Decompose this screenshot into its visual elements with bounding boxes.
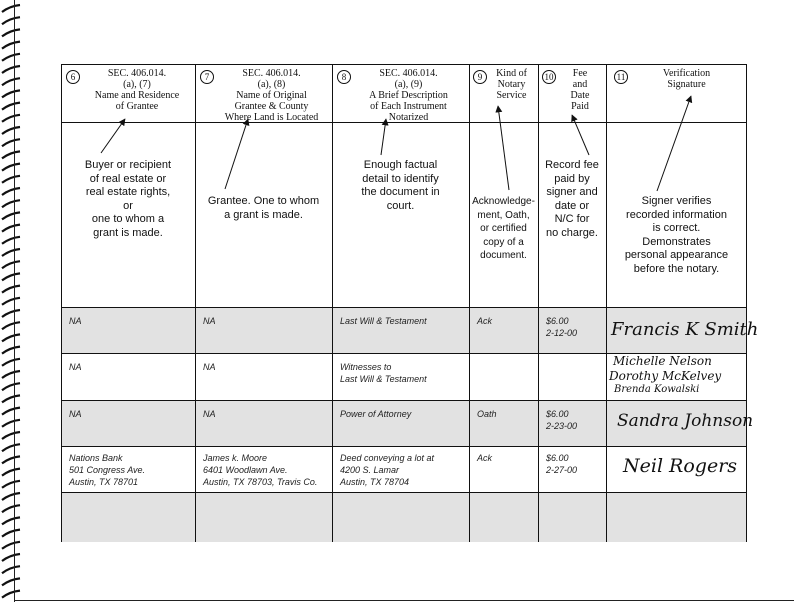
note-line: Record fee (545, 159, 599, 171)
note-line: paid by (554, 172, 590, 185)
spiral-coil (2, 530, 20, 537)
row2-signature-3: Brenda Kowalski (614, 384, 700, 395)
row3-description: Power of Attorney (340, 409, 412, 419)
header-line: A Brief Description (369, 90, 448, 101)
header-line: SEC. 406.014. (107, 68, 167, 79)
note-line: one to whom a (91, 213, 165, 225)
header-line: Signature (667, 79, 706, 90)
note-line: recorded information (626, 208, 727, 221)
spiral-coil (2, 66, 20, 73)
spiral-coil (2, 310, 20, 317)
spiral-coil (2, 456, 20, 463)
row3-signature: Sandra Johnson (617, 411, 754, 431)
spiral-coil (2, 542, 20, 549)
spiral-coil (2, 103, 20, 110)
header-line: (a), (9) (394, 79, 423, 90)
spiral-coil (2, 359, 20, 366)
spiral-coil (2, 347, 20, 354)
header-line: Grantee & County (234, 101, 309, 112)
header-line: Paid (571, 101, 589, 112)
spiral-coil (2, 591, 20, 598)
spiral-coil (2, 212, 20, 219)
note-line: Buyer or recipient (84, 159, 172, 171)
row3-service: Oath (477, 409, 497, 419)
spiral-coil (2, 420, 20, 427)
header-line: of Grantee (115, 101, 159, 112)
note-line: court. (386, 199, 415, 212)
note-line: before the notary. (633, 262, 720, 275)
row1-signature: Francis K Smith (611, 319, 759, 340)
ledger-grid (61, 64, 747, 542)
circled-number-11: 11 (614, 70, 628, 84)
spiral-coil (2, 383, 20, 390)
row4-fee: $6.00 2-27-00 (546, 453, 578, 475)
spiral-coil (2, 322, 20, 329)
row4-grantee: Nations Bank 501 Congress Ave. Austin, TX 78701 (69, 453, 146, 487)
header-line: (a), (7) (123, 79, 151, 90)
row1-service: Ack (477, 316, 493, 326)
spiral-coil (2, 493, 20, 500)
spiral-coil (2, 371, 20, 378)
note-line: or certified (480, 223, 527, 234)
note-line: is correct. (652, 222, 701, 234)
header-line: of Each Instrument (370, 101, 447, 112)
note-line: detail to identify (362, 172, 439, 185)
spiral-coil (2, 54, 20, 61)
spiral-coil (2, 554, 20, 561)
spiral-coil (2, 200, 20, 207)
spiral-coil (2, 78, 20, 85)
spiral-coil (2, 237, 20, 244)
header-line: Notarized (388, 112, 429, 123)
note-line: grant is made. (93, 226, 163, 239)
spiral-coil (2, 5, 20, 12)
circled-number-7: 7 (200, 70, 214, 84)
header-line: Fee (572, 68, 588, 79)
circled-number-10: 10 (542, 70, 556, 84)
row1-grantee: NA (69, 316, 82, 326)
note-line: Acknowledge- (472, 196, 535, 207)
note-line: N/C for (554, 213, 590, 225)
spiral-coil (2, 517, 20, 524)
note-line: date or (554, 199, 590, 212)
row2-signature-2: Dorothy McKelvey (609, 369, 722, 383)
note-line: Grantee. One to whom (207, 195, 320, 207)
row1-original-grantee: NA (203, 316, 216, 326)
note-line: real estate rights, (85, 186, 171, 198)
note-line: personal appearance (624, 249, 729, 261)
spiral-coil (2, 469, 20, 476)
spiral-coil (2, 395, 20, 402)
row4-original-grantee: James k. Moore 6401 Woodlawn Ave. Austin, TX 78703, Travis Co. (203, 453, 318, 487)
note-line: copy of a (483, 236, 524, 248)
note-line: a grant is made. (224, 208, 303, 221)
note-line: Enough factual (363, 159, 438, 171)
spiral-coil (2, 286, 20, 293)
spiral-coil (2, 151, 20, 158)
header-line: Where Land is Located (224, 112, 319, 123)
header-line: Name of Original (236, 90, 307, 101)
note-line: Demonstrates (642, 235, 711, 248)
spiral-coil (2, 432, 20, 439)
spiral-coil (2, 42, 20, 49)
spiral-coil (2, 298, 20, 305)
header-line: Kind of (496, 68, 527, 79)
row1-description: Last Will & Testament (340, 316, 427, 326)
circled-number-6: 6 (66, 70, 80, 84)
spiral-coil (2, 249, 20, 256)
row4-service: Ack (477, 453, 493, 463)
row2-signature-1: Michelle Nelson (613, 354, 712, 368)
spiral-coil (2, 188, 20, 195)
page-left-edge (14, 0, 15, 602)
spiral-coil (2, 115, 20, 122)
header-line: (a), (8) (257, 79, 286, 90)
spiral-coil (2, 408, 20, 415)
row3-fee: $6.00 2-23-00 (546, 409, 578, 431)
spiral-coil (2, 261, 20, 268)
spiral-coil (2, 127, 20, 134)
notary-record-ledger (61, 64, 759, 542)
row2-description: Witnesses to Last Will & Testament (340, 362, 427, 384)
spiral-coil (2, 273, 20, 280)
spiral-coil (2, 481, 20, 488)
header-line: Verification (662, 68, 711, 79)
spiral-coil (2, 29, 20, 36)
page-bottom-edge (14, 600, 794, 601)
circled-number-8: 8 (337, 70, 351, 84)
spiral-coil (2, 334, 20, 341)
spiral-coil (2, 139, 20, 146)
spiral-coil (2, 164, 20, 171)
header-line: Notary (497, 79, 526, 90)
spiral-coil (2, 176, 20, 183)
spiral-coil (2, 566, 20, 573)
note-line: ment, Oath, (477, 209, 530, 221)
row4-signature: Neil Rogers (623, 455, 738, 477)
note-line: signer and (546, 186, 598, 198)
header-line: SEC. 406.014. (379, 68, 438, 79)
header-line: Date (570, 90, 590, 101)
note-line: of real estate or (89, 172, 167, 185)
spiral-coil (2, 225, 20, 232)
row3-grantee: NA (69, 409, 82, 419)
spiral-coil (2, 505, 20, 512)
circled-number-9: 9 (473, 70, 487, 84)
spiral-binding (0, 0, 22, 602)
header-line: and (572, 79, 588, 90)
note-line: the document in (361, 186, 440, 198)
header-line: Service (496, 90, 527, 101)
note-line: no charge. (546, 226, 598, 239)
row2-grantee: NA (69, 362, 82, 372)
note-line: Signer verifies (641, 195, 712, 207)
spiral-coil (2, 17, 20, 24)
spiral-coil (2, 90, 20, 97)
row1-fee: $6.00 2-12-00 (546, 316, 578, 338)
header-line: Name and Residence (94, 90, 180, 101)
header-line: SEC. 406.014. (242, 68, 301, 79)
spiral-coil (2, 578, 20, 585)
note-line: or (123, 199, 133, 212)
row3-original-grantee: NA (203, 409, 216, 419)
row4-description: Deed conveying a lot at 4200 S. Lamar Austin, TX 78704 (340, 453, 435, 487)
note-line: document. (480, 250, 527, 261)
row2-original-grantee: NA (203, 362, 216, 372)
spiral-coil (2, 444, 20, 451)
